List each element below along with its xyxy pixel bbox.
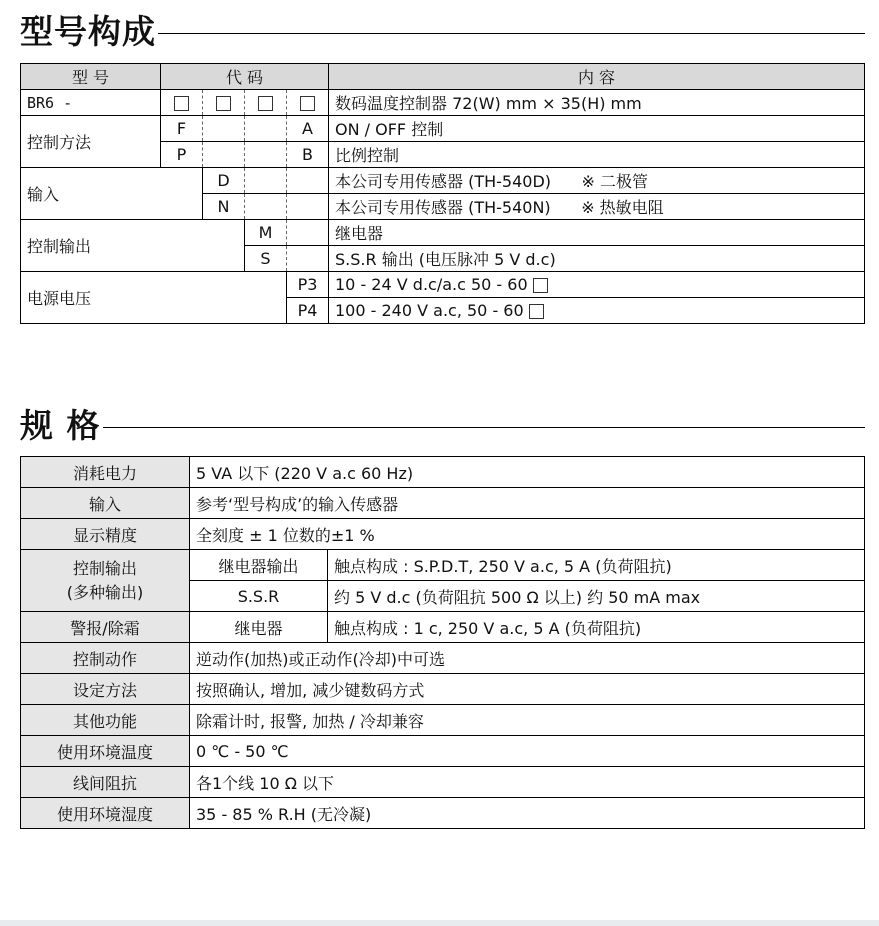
- code-cell: D: [203, 168, 245, 194]
- spec-label: 控制动作: [21, 643, 190, 674]
- spec-label: 使用环境温度: [21, 736, 190, 767]
- spec-label: 消耗电力: [21, 457, 190, 488]
- spec-label: 控制输出 (多种输出): [21, 550, 190, 612]
- section-title: 规 格: [20, 406, 101, 445]
- content-cell: 10 - 24 V d.c/a.c 50 - 60: [329, 272, 865, 298]
- control-output-label: 控制输出: [21, 220, 245, 272]
- code-cell: P4: [287, 298, 329, 324]
- note: ※ 热敏电阻: [581, 198, 664, 217]
- spec-value: 触点构成 : 1 c, 250 V a.c, 5 A (负荷阻抗): [328, 612, 865, 643]
- table-row: [21, 705, 865, 736]
- spec-value: 按照确认, 增加, 减少键数码方式: [190, 674, 865, 705]
- code-cell: S: [245, 246, 287, 272]
- spec-label: 其他功能: [21, 705, 190, 736]
- spec-value: 0 ℃ - 50 ℃: [190, 736, 865, 767]
- heading-rule: [158, 33, 865, 34]
- model-base: BR6 -: [21, 90, 161, 116]
- spec-value: 除霜计时, 报警, 加热 / 冷却兼容: [190, 705, 865, 736]
- table-row: [21, 674, 865, 705]
- spec-sub-label: S.S.R: [190, 581, 328, 612]
- spec-label: 设定方法: [21, 674, 190, 705]
- table-row: [21, 168, 865, 194]
- table-row: [21, 116, 865, 142]
- content-cell: ON / OFF 控制: [329, 116, 865, 142]
- header-model: 型 号: [21, 64, 161, 90]
- header-content: 内 容: [329, 64, 865, 90]
- content-cell: S.S.R 输出 (电压脉冲 5 V d.c): [329, 246, 865, 272]
- section-title: 型号构成: [20, 12, 156, 51]
- model-base-row: [21, 90, 865, 116]
- table-row: [21, 612, 865, 643]
- code-slot-4: [287, 90, 329, 116]
- spec-sub-label: 继电器输出: [190, 550, 328, 581]
- table-row: [21, 457, 865, 488]
- table-row: [21, 798, 865, 829]
- table-row: [21, 272, 865, 298]
- content-cell: 本公司专用传感器 (TH-540D) ※ 二极管: [329, 168, 865, 194]
- spec-value: 触点构成 : S.P.D.T, 250 V a.c, 5 A (负荷阻抗): [328, 550, 865, 581]
- code-cell: P3: [287, 272, 329, 298]
- table-row: [21, 519, 865, 550]
- table-row: [21, 220, 865, 246]
- table-row: [21, 643, 865, 674]
- table-row: [21, 550, 865, 581]
- code-slot-2: [203, 90, 245, 116]
- spec-value: 5 VA 以下 (220 V a.c 60 Hz): [190, 457, 865, 488]
- spec-table: [20, 456, 865, 829]
- model-base-content: 数码温度控制器 72(W) mm × 35(H) mm: [329, 90, 865, 116]
- code-cell: B: [287, 142, 329, 168]
- power-label: 电源电压: [21, 272, 287, 324]
- table-row: [21, 736, 865, 767]
- code-cell: M: [245, 220, 287, 246]
- header-code: 代 码: [161, 64, 329, 90]
- unit-box-icon: [533, 278, 548, 293]
- content-cell: 100 - 240 V a.c, 50 - 60: [329, 298, 865, 324]
- input-label: 输入: [21, 168, 203, 220]
- table-row: [21, 767, 865, 798]
- code-cell: F: [161, 116, 203, 142]
- model-table: [20, 63, 865, 324]
- section-heading-model: [20, 14, 865, 50]
- heading-rule: [103, 427, 866, 428]
- control-method-label: 控制方法: [21, 116, 161, 168]
- content-cell: 本公司专用传感器 (TH-540N) ※ 热敏电阻: [329, 194, 865, 220]
- spec-value: 全刻度 ± 1 位数的±1 %: [190, 519, 865, 550]
- code-slot-3: [245, 90, 287, 116]
- code-cell: P: [161, 142, 203, 168]
- unit-box-icon: [529, 304, 544, 319]
- code-cell: N: [203, 194, 245, 220]
- bottom-bar: [0, 920, 879, 926]
- spec-label: 警报/除霜: [21, 612, 190, 643]
- content-cell: 比例控制: [329, 142, 865, 168]
- section-heading-spec: [20, 408, 865, 444]
- model-header-row: [21, 64, 865, 90]
- code-slot-1: [161, 90, 203, 116]
- spec-value: 35 - 85 % R.H (无冷凝): [190, 798, 865, 829]
- spec-sub-label: 继电器: [190, 612, 328, 643]
- spec-label: 使用环境湿度: [21, 798, 190, 829]
- spec-label: 输入: [21, 488, 190, 519]
- spec-value: 参考‘型号构成’的输入传感器: [190, 488, 865, 519]
- spec-value: 逆动作(加热)或正动作(冷却)中可选: [190, 643, 865, 674]
- spec-value: 各1个线 10 Ω 以下: [190, 767, 865, 798]
- spec-label: 显示精度: [21, 519, 190, 550]
- code-cell: A: [287, 116, 329, 142]
- spec-value: 约 5 V d.c (负荷阻抗 500 Ω 以上) 约 50 mA max: [328, 581, 865, 612]
- note: ※ 二极管: [581, 172, 649, 191]
- content-cell: 继电器: [329, 220, 865, 246]
- table-row: [21, 488, 865, 519]
- spec-label: 线间阻抗: [21, 767, 190, 798]
